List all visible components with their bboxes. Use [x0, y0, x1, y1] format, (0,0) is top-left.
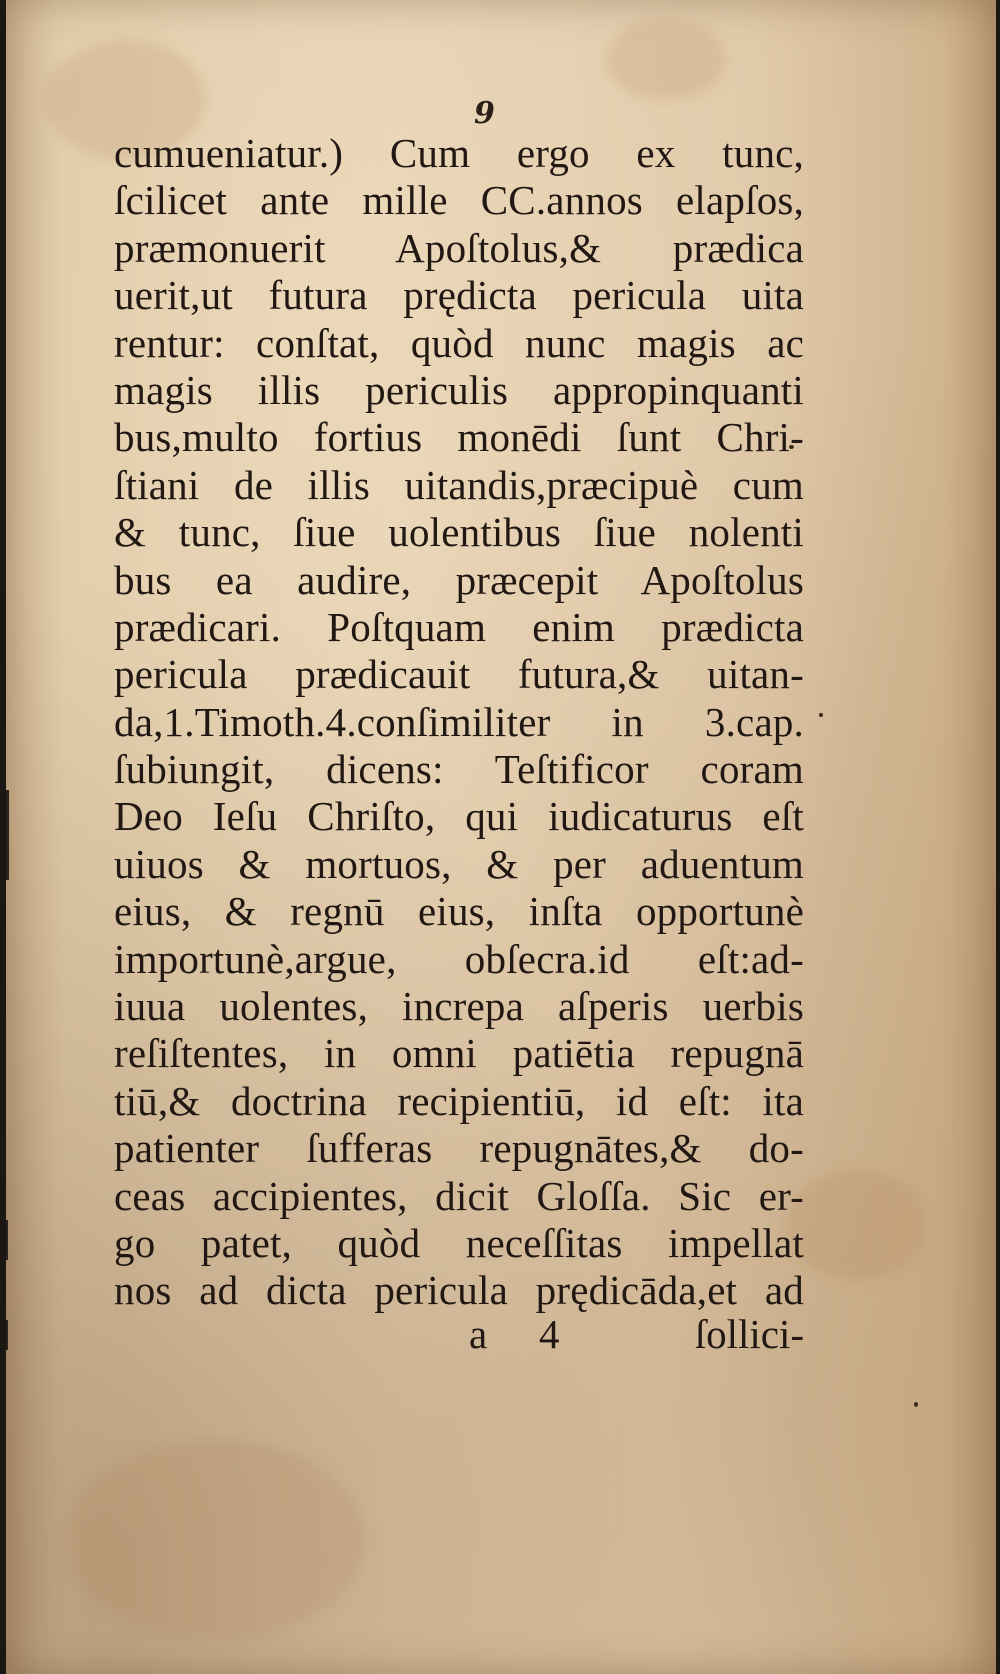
- text-line: da,1.Timoth.4.conſimiliter in 3.cap.: [114, 698, 804, 745]
- text-line: iuua uolentes, increpa aſperis uerbis: [114, 983, 804, 1030]
- text-line: præmonuerit Apoſtolus,& prædica: [114, 224, 804, 271]
- text-line: importunè,argue, obſecra.id eſt:ad-: [114, 935, 804, 982]
- text-line: & tunc, ſiue uolentibus ſiue nolenti: [114, 509, 804, 556]
- page-number: 9: [474, 96, 495, 131]
- signature-number: 4: [539, 1311, 560, 1357]
- text-line: go patet, quòd neceſſitas impellat: [114, 1219, 804, 1266]
- text-line: bus,multo fortius monēdi ſunt Chri-: [114, 414, 804, 461]
- paper-stain: [786, 1170, 926, 1280]
- text-line: tiū,& doctrina recipientiū, id eſt: ita: [114, 1077, 804, 1124]
- text-line: patienter ſufferas repugnātes,& do-: [114, 1125, 804, 1172]
- text-line: ſcilicet ante mille CC.annos elapſos,: [114, 177, 804, 224]
- text-line: prædicari. Poſtquam enim prædicta: [114, 603, 804, 650]
- paper-stain: [606, 20, 726, 100]
- signature-mark: a: [469, 1311, 488, 1357]
- text-line: cumueniatur.) Cum ergo ex tunc,: [114, 130, 804, 176]
- text-line: Deo Ieſu Chriſto, qui iudicaturus eſt: [114, 793, 804, 840]
- text-line: rentur: conſtat, quòd nunc magis ac: [114, 319, 804, 366]
- text-line: ſtiani de illis uitandis,præcipuè cum: [114, 461, 804, 508]
- text-line: bus ea audire, præcepit Apoſtolus: [114, 556, 804, 603]
- text-line: uerit,ut futura prędicta pericula uita: [114, 272, 804, 319]
- text-line: reſiſtentes, in omni patiētia repugnā: [114, 1030, 804, 1077]
- paper-stain: [66, 1440, 366, 1640]
- ink-speck: [914, 1402, 918, 1407]
- text-line: ceas accipientes, dicit Gloſſa. Sic er-: [114, 1172, 804, 1219]
- book-page: [6, 0, 996, 1674]
- text-line: uiuos & mortuos, & per aduentum: [114, 840, 804, 887]
- page-edge-mark: [6, 790, 9, 880]
- page-edge-mark: [6, 1320, 8, 1350]
- signature-line: [114, 1310, 804, 1358]
- catchword: ſollici-: [694, 1311, 804, 1357]
- ink-speck: [819, 713, 823, 717]
- page-edge-mark: [6, 1220, 8, 1260]
- text-line: pericula prædicauit futura,& uitan-: [114, 651, 804, 698]
- text-line: magis illis periculis appropinquanti: [114, 366, 804, 413]
- text-line: ſubiungit, dicens: Teſtificor coram: [114, 746, 804, 793]
- text-line: nos ad dicta pericula prędicāda,et ad: [114, 1267, 804, 1314]
- text-line: eius, & regnū eius, inſta opportunè: [114, 888, 804, 935]
- body-text: [114, 130, 804, 1315]
